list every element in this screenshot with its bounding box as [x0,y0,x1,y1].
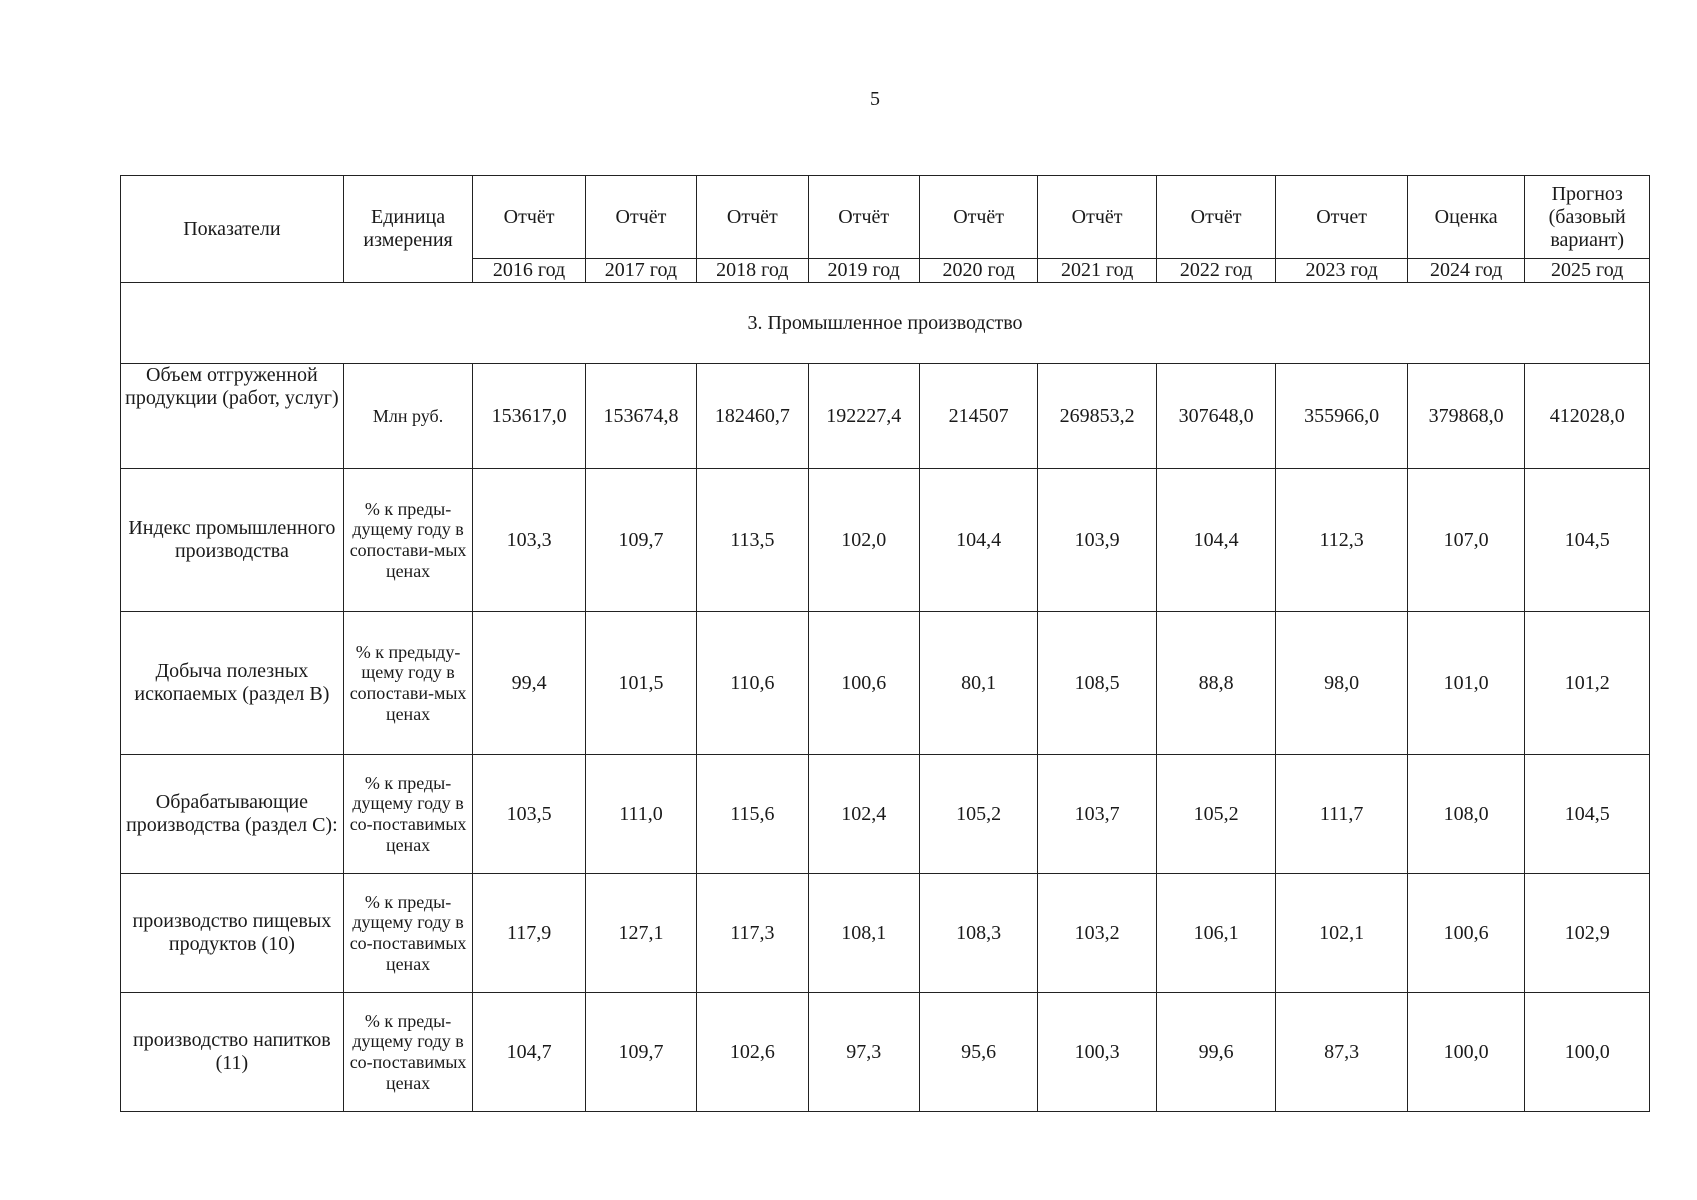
table-row [121,755,1650,874]
page-number: 5 [870,88,880,110]
header-col-label: Отчет [1276,176,1408,259]
header-year: 2022 год [1156,259,1275,283]
value-cell: 88,8 [1156,612,1275,755]
data-table [120,175,1650,1112]
value-cell: 100,6 [808,612,919,755]
value-cell: 115,6 [697,755,808,874]
unit-cell: % к преды-дущему году в сопостави-мых ценах [343,469,473,612]
header-year: 2016 год [473,259,585,283]
value-cell: 104,4 [1156,469,1275,612]
value-cell: 109,7 [585,469,696,612]
section-title: 3. Промышленное производство [121,283,1650,364]
indicator-cell: Обрабатывающие производства (раздел С): [121,755,344,874]
value-cell: 103,7 [1038,755,1156,874]
unit-cell: Млн руб. [343,364,473,469]
indicator-cell: Объем отгруженной продукции (работ, услуг) [121,364,344,469]
value-cell: 103,9 [1038,469,1156,612]
table-row [121,364,1650,469]
value-cell: 108,3 [919,874,1037,993]
value-cell: 214507 [919,364,1037,469]
header-col-label: Отчёт [473,176,585,259]
value-cell: 105,2 [1156,755,1275,874]
header-year: 2024 год [1407,259,1524,283]
value-cell: 100,0 [1407,993,1524,1112]
table-row [121,874,1650,993]
value-cell: 102,0 [808,469,919,612]
value-cell: 100,0 [1525,993,1650,1112]
value-cell: 99,4 [473,612,585,755]
value-cell: 112,3 [1276,469,1408,612]
value-cell: 103,2 [1038,874,1156,993]
header-unit: Единица измерения [343,176,473,283]
value-cell: 117,9 [473,874,585,993]
indicator-cell: производство напитков (11) [121,993,344,1112]
header-year: 2021 год [1038,259,1156,283]
indicator-cell: производство пищевых продуктов (10) [121,874,344,993]
header-year: 2019 год [808,259,919,283]
value-cell: 379868,0 [1407,364,1524,469]
value-cell: 95,6 [919,993,1037,1112]
header-col-label: Оценка [1407,176,1524,259]
value-cell: 111,7 [1276,755,1408,874]
value-cell: 108,0 [1407,755,1524,874]
value-cell: 111,0 [585,755,696,874]
header-year: 2020 год [919,259,1037,283]
value-cell: 412028,0 [1525,364,1650,469]
table-row [121,469,1650,612]
value-cell: 355966,0 [1276,364,1408,469]
unit-cell: % к предыду-щему году в сопостави-мых ценах [343,612,473,755]
section-row [121,283,1650,364]
value-cell: 153617,0 [473,364,585,469]
value-cell: 99,6 [1156,993,1275,1112]
header-year: 2025 год [1525,259,1650,283]
table-row [121,612,1650,755]
value-cell: 101,0 [1407,612,1524,755]
header-col-label: Прогноз (базовый вариант) [1525,176,1650,259]
header-row [121,176,1650,259]
value-cell: 127,1 [585,874,696,993]
unit-cell: % к преды-дущему году в со-поставимых ценах [343,993,473,1112]
header-col-label: Отчёт [808,176,919,259]
value-cell: 103,5 [473,755,585,874]
indicator-cell: Индекс промышленного производства [121,469,344,612]
value-cell: 101,2 [1525,612,1650,755]
value-cell: 80,1 [919,612,1037,755]
value-cell: 102,1 [1276,874,1408,993]
header-col-label: Отчёт [697,176,808,259]
value-cell: 110,6 [697,612,808,755]
value-cell: 192227,4 [808,364,919,469]
indicator-cell: Добыча полезных ископаемых (раздел В) [121,612,344,755]
value-cell: 105,2 [919,755,1037,874]
value-cell: 307648,0 [1156,364,1275,469]
value-cell: 104,4 [919,469,1037,612]
unit-cell: % к преды-дущему году в со-поставимых ценах [343,874,473,993]
value-cell: 104,5 [1525,469,1650,612]
header-year: 2023 год [1276,259,1408,283]
value-cell: 97,3 [808,993,919,1112]
header-col-label: Отчёт [585,176,696,259]
value-cell: 107,0 [1407,469,1524,612]
value-cell: 102,6 [697,993,808,1112]
header-year: 2018 год [697,259,808,283]
value-cell: 269853,2 [1038,364,1156,469]
value-cell: 101,5 [585,612,696,755]
header-col-label: Отчёт [1038,176,1156,259]
value-cell: 103,3 [473,469,585,612]
header-indicator: Показатели [121,176,344,283]
value-cell: 100,3 [1038,993,1156,1112]
value-cell: 106,1 [1156,874,1275,993]
value-cell: 100,6 [1407,874,1524,993]
value-cell: 108,1 [808,874,919,993]
table-row [121,993,1650,1112]
value-cell: 117,3 [697,874,808,993]
value-cell: 182460,7 [697,364,808,469]
value-cell: 104,7 [473,993,585,1112]
value-cell: 153674,8 [585,364,696,469]
value-cell: 87,3 [1276,993,1408,1112]
value-cell: 102,4 [808,755,919,874]
unit-cell: % к преды-дущему году в со-поставимых ценах [343,755,473,874]
value-cell: 102,9 [1525,874,1650,993]
value-cell: 113,5 [697,469,808,612]
value-cell: 108,5 [1038,612,1156,755]
value-cell: 109,7 [585,993,696,1112]
value-cell: 98,0 [1276,612,1408,755]
header-col-label: Отчёт [1156,176,1275,259]
header-col-label: Отчёт [919,176,1037,259]
value-cell: 104,5 [1525,755,1650,874]
header-year: 2017 год [585,259,696,283]
rows-body [121,364,1650,1112]
